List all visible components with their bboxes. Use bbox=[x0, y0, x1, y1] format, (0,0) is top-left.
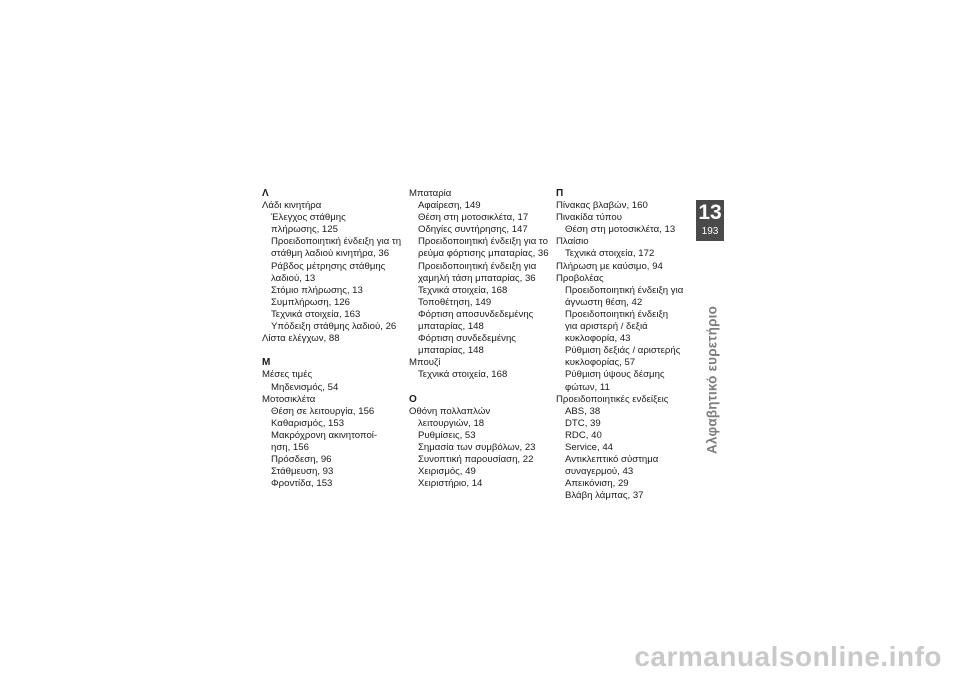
chapter-tab bbox=[696, 200, 724, 241]
index-entry-continuation: στάθμη λαδιού κινητήρα, 36 bbox=[271, 248, 390, 260]
index-entry: Μοτοσικλέτα bbox=[262, 393, 316, 405]
index-entry-continuation: κυκλοφορία, 43 bbox=[565, 333, 631, 345]
index-subentry: Service, 44 bbox=[565, 441, 613, 453]
index-letter-heading: Π bbox=[556, 188, 564, 199]
index-entry-continuation: για αριστερή / δεξιά bbox=[565, 321, 648, 333]
index-letter-heading: Μ bbox=[262, 357, 271, 369]
index-subentry: Τοποθέτηση, 149 bbox=[418, 296, 492, 308]
index-subentry: Οδηγίες συντήρησης, 147 bbox=[418, 224, 528, 236]
index-subentry: Ράβδος μέτρησης στάθμης bbox=[271, 260, 386, 272]
index-entry-continuation: ρεύμα φόρτισης μπαταρίας, 36 bbox=[418, 248, 549, 260]
index-subentry: Χειρισμός, 49 bbox=[418, 466, 476, 478]
index-subentry: Στάθμευση, 93 bbox=[271, 466, 334, 478]
index-entry: Πίνακας βλαβών, 160 bbox=[556, 200, 648, 212]
index-column-1 bbox=[262, 188, 404, 490]
index-subentry: Τεχνικά στοιχεία, 168 bbox=[418, 284, 508, 296]
index-entry: Πινακίδα τύπου bbox=[556, 212, 622, 224]
index-subentry: Σημασία των συμβόλων, 23 bbox=[418, 441, 536, 453]
index-entry-continuation: χαμηλή τάση μπαταρίας, 36 bbox=[418, 272, 536, 284]
index-subentry: Χειριστήριο, 14 bbox=[418, 478, 483, 490]
index-subentry: Ρύθμιση ύψους δέσμης bbox=[565, 369, 665, 381]
index-entry: Οθόνη πολλαπλών bbox=[409, 405, 491, 417]
index-subentry: Καθαρισμός, 153 bbox=[271, 417, 345, 429]
index-entry-continuation: πλήρωσης, 125 bbox=[271, 224, 338, 236]
index-subentry: Θέση στη μοτοσικλέτα, 13 bbox=[565, 224, 676, 236]
index-subentry: Αντικλεπτικό σύστημα bbox=[565, 454, 659, 466]
index-subentry: Ρύθμιση δεξιάς / αριστερής bbox=[565, 345, 681, 357]
chapter-number: 13 bbox=[698, 201, 722, 224]
index-entry-continuation: φώτων, 11 bbox=[565, 381, 610, 393]
index-subentry: ABS, 38 bbox=[565, 405, 601, 417]
index-subentry: Θέση σε λειτουργία, 156 bbox=[271, 405, 375, 417]
index-entry: Πλαίσιο bbox=[556, 236, 589, 248]
index-entry-continuation: ηση, 156 bbox=[271, 441, 309, 453]
index-subentry: Βλάβη λάμπας, 37 bbox=[565, 490, 644, 502]
index-entry: Πλήρωση με καύσιμο, 94 bbox=[556, 260, 663, 272]
index-entry: Μπαταρία bbox=[409, 188, 452, 199]
index-subentry: Προειδοποιητική ένδειξη για το bbox=[418, 236, 548, 248]
index-subentry: Τεχνικά στοιχεία, 163 bbox=[271, 308, 361, 320]
index-letter-heading: Ο bbox=[409, 393, 417, 405]
index-entry: Προειδοποιητικές ενδείξεις bbox=[556, 393, 669, 405]
index-subentry: Τεχνικά στοιχεία, 172 bbox=[565, 248, 655, 260]
index-subentry: Έλεγχος στάθμης bbox=[271, 212, 346, 224]
index-subentry: Αφαίρεση, 149 bbox=[418, 200, 481, 212]
index-entry: Λάδι κινητήρα bbox=[262, 200, 322, 212]
index-subentry: Θέση στη μοτοσικλέτα, 17 bbox=[418, 212, 529, 224]
index-entry: Μέσες τιμές bbox=[262, 369, 313, 381]
index-letter-heading: Λ bbox=[262, 188, 269, 199]
index-entry: Λίστα ελέγχων, 88 bbox=[262, 333, 340, 345]
index-subentry: Προειδοποιητική ένδειξη για bbox=[565, 284, 684, 296]
index-entry-continuation: λειτουργιών, 18 bbox=[418, 417, 485, 429]
index-subentry: Απεικόνιση, 29 bbox=[565, 478, 629, 490]
index-subentry: Μηδενισμός, 54 bbox=[271, 381, 339, 393]
index-entry-continuation: μπαταρίας, 148 bbox=[418, 321, 484, 333]
index-entry: Μπουζί bbox=[409, 357, 441, 369]
index-subentry: Φόρτιση συνδεδεμένης bbox=[418, 333, 516, 345]
index-subentry: Συνοπτική παρουσίαση, 22 bbox=[418, 454, 534, 466]
index-subentry: Στόμιο πλήρωσης, 13 bbox=[271, 284, 363, 296]
page-number: 193 bbox=[701, 226, 719, 237]
index-entry-continuation: μπαταρίας, 148 bbox=[418, 345, 484, 357]
index-subentry: Ρυθμίσεις, 53 bbox=[418, 429, 476, 441]
index-subentry: Τεχνικά στοιχεία, 168 bbox=[418, 369, 508, 381]
index-subentry: Προειδοποιητική ένδειξη για τη bbox=[271, 236, 402, 248]
index-entry-continuation: συναγερμού, 43 bbox=[565, 466, 634, 478]
index-subentry: Φροντίδα, 153 bbox=[271, 478, 333, 490]
index-subentry: RDC, 40 bbox=[565, 429, 602, 441]
index-entry-continuation: κυκλοφορίας, 57 bbox=[565, 357, 636, 369]
index-entry: Προβολέας bbox=[556, 272, 604, 284]
watermark: carmanualsonline.info bbox=[634, 641, 942, 672]
index-subentry: Φόρτιση αποσυνδεδεμένης bbox=[418, 308, 534, 320]
index-column-3 bbox=[556, 188, 698, 502]
index-subentry: Πρόσδεση, 96 bbox=[271, 454, 332, 466]
index-subentry: DTC, 39 bbox=[565, 417, 601, 429]
index-entry-continuation: λαδιού, 13 bbox=[271, 272, 316, 284]
index-subentry: Μακρόχρονη ακινητοποί- bbox=[271, 429, 378, 441]
index-column-2 bbox=[409, 188, 551, 490]
index-subentry: Συμπλήρωση, 126 bbox=[271, 296, 350, 308]
sidebar-section-title: Αλφαβητικό ευρετήριο bbox=[704, 305, 720, 455]
index-subentry: Υπόδειξη στάθμης λαδιού, 26 bbox=[271, 321, 397, 333]
index-entry-continuation: άγνωστη θέση, 42 bbox=[565, 296, 643, 308]
index-subentry: Προειδοποιητική ένδειξη για bbox=[418, 260, 537, 272]
index-subentry: Προειδοποιητική ένδειξη bbox=[565, 308, 669, 320]
